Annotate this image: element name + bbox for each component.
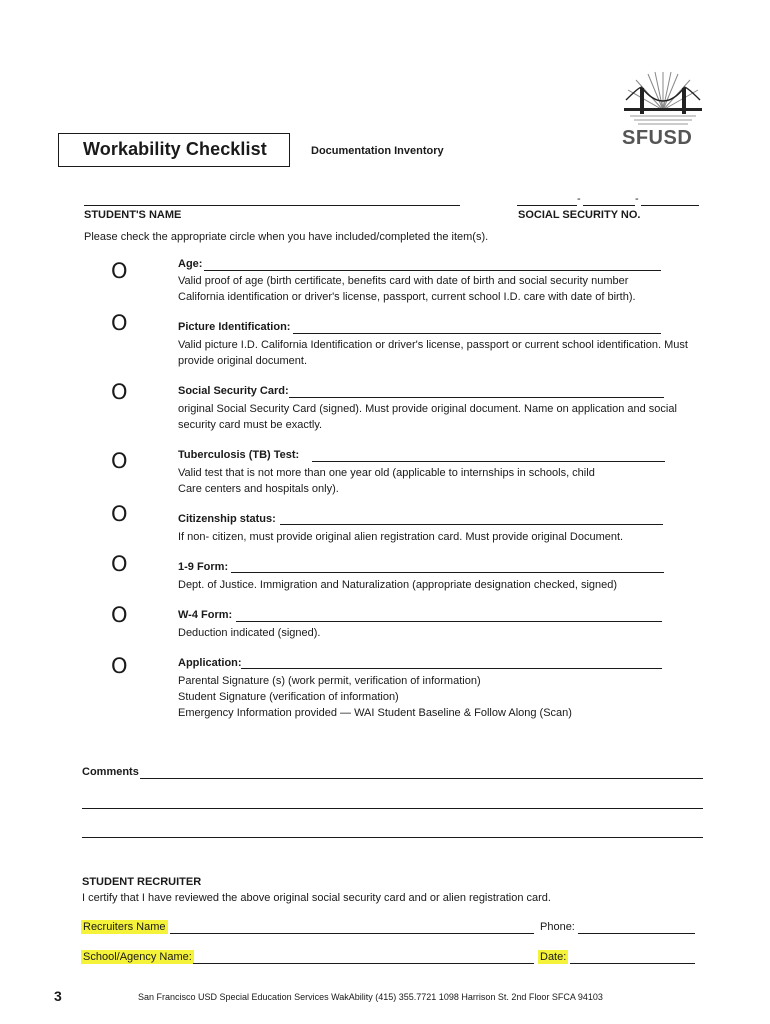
school-agency-line[interactable] bbox=[193, 963, 534, 964]
check-circle-age[interactable]: O bbox=[111, 259, 128, 283]
item-desc-line: California identification or driver's license, passport, current school I.D. care with date of birth). bbox=[178, 291, 636, 303]
item-desc-line: Emergency Information provided — WAI Student Baseline & Follow Along (Scan) bbox=[178, 707, 572, 719]
item-label-citizenship: Citizenship status: bbox=[178, 513, 276, 525]
item-desc-line: Dept. of Justice. Immigration and Naturalization (appropriate designation checked, signed) bbox=[178, 579, 618, 591]
ssn-line-1[interactable] bbox=[517, 205, 577, 206]
item-line-age[interactable] bbox=[204, 270, 661, 271]
comments-line-2[interactable] bbox=[82, 808, 703, 809]
phone-label: Phone: bbox=[540, 921, 575, 933]
comments-label: Comments bbox=[82, 766, 139, 778]
item-line-i9-form[interactable] bbox=[231, 572, 664, 573]
date-label bbox=[538, 951, 568, 963]
item-label-age: Age: bbox=[178, 258, 203, 270]
page-number: 3 bbox=[54, 988, 62, 1004]
ssn-label: SOCIAL SECURITY NO. bbox=[518, 209, 641, 221]
item-desc-line: security card must be exactly. bbox=[178, 419, 323, 431]
item-label-tb-test: Tuberculosis (TB) Test: bbox=[178, 449, 300, 461]
highlight: Date: bbox=[540, 951, 567, 963]
school-agency-label bbox=[81, 951, 194, 963]
item-desc-line: Deduction indicated (signed). bbox=[178, 627, 321, 639]
recruiter-name-line[interactable] bbox=[170, 933, 534, 934]
item-desc-line: Parental Signature (s) (work permit, verification of information) bbox=[178, 675, 481, 687]
student-name-label: STUDENT'S NAME bbox=[84, 209, 182, 221]
instructions: Please check the appropriate circle when you have included/completed the item(s). bbox=[84, 231, 489, 243]
item-desc-line: Valid proof of age (birth certificate, benefits card with date of birth and social security number bbox=[178, 275, 629, 287]
item-desc-line: Student Signature (verification of information) bbox=[178, 691, 399, 703]
item-desc-line: Valid picture I.D. California Identification or driver's license, passport or current school identification. Must bbox=[178, 339, 688, 351]
item-desc-ss-card bbox=[178, 401, 698, 433]
check-circle-i9-form[interactable]: O bbox=[111, 552, 128, 576]
item-desc-i9-form bbox=[178, 577, 698, 593]
recruiter-certify: I certify that I have reviewed the above original social security card and or alien registration card. bbox=[82, 892, 551, 904]
sfusd-logo-text: SFUSD bbox=[622, 127, 693, 149]
item-desc-citizenship bbox=[178, 529, 698, 545]
check-circle-w4-form[interactable]: O bbox=[111, 603, 128, 627]
item-line-citizenship[interactable] bbox=[280, 524, 663, 525]
item-label-application: Application: bbox=[178, 657, 242, 669]
item-label-w4-form: W-4 Form: bbox=[178, 609, 233, 621]
ssn-line-3[interactable] bbox=[641, 205, 699, 206]
item-desc-line: If non- citizen, must provide original alien registration card. Must provide original Document. bbox=[178, 531, 624, 543]
item-line-tb-test[interactable] bbox=[312, 461, 665, 462]
phone-line[interactable] bbox=[578, 933, 695, 934]
check-circle-application[interactable]: O bbox=[111, 654, 128, 678]
page-subtitle: Documentation Inventory bbox=[311, 145, 444, 157]
item-desc-w4-form bbox=[178, 625, 698, 641]
item-desc-line: original Social Security Card (signed). Must provide original document. Name on application and social bbox=[178, 403, 677, 415]
item-desc-application bbox=[178, 673, 698, 721]
item-desc-line: provide original document. bbox=[178, 355, 308, 367]
item-desc-line: Care centers and hospitals only). bbox=[178, 483, 339, 495]
check-circle-ss-card[interactable]: O bbox=[111, 380, 128, 404]
recruiter-title: STUDENT RECRUITER bbox=[82, 876, 202, 888]
item-label-picture-id: Picture Identification: bbox=[178, 321, 291, 333]
item-label-i9-form: 1-9 Form: bbox=[178, 561, 229, 573]
check-circle-tb-test[interactable]: O bbox=[111, 449, 128, 473]
item-line-application[interactable] bbox=[241, 668, 662, 669]
ssn-separator-2: - bbox=[635, 193, 639, 205]
item-desc-line: Valid test that is not more than one year old (applicable to internships in schools, child bbox=[178, 467, 595, 479]
item-desc-age bbox=[178, 273, 698, 305]
date-line[interactable] bbox=[570, 963, 695, 964]
item-line-picture-id[interactable] bbox=[293, 333, 661, 334]
student-name-line[interactable] bbox=[84, 205, 460, 206]
item-line-ss-card[interactable] bbox=[289, 397, 664, 398]
ssn-line-2[interactable] bbox=[583, 205, 635, 206]
item-line-w4-form[interactable] bbox=[236, 621, 662, 622]
highlight: School/Agency Name: bbox=[83, 951, 192, 963]
comments-line-1[interactable] bbox=[140, 778, 703, 779]
item-label-ss-card: Social Security Card: bbox=[178, 385, 289, 397]
recruiter-name-label bbox=[81, 921, 168, 933]
item-desc-picture-id bbox=[178, 337, 698, 369]
ssn-separator-1: - bbox=[577, 193, 581, 205]
comments-line-3[interactable] bbox=[82, 837, 703, 838]
footer-address: San Francisco USD Special Education Services WakAbility (415) 355.7721 1098 Harrison St. 2nd Floor SFCA 94103 bbox=[138, 992, 603, 1002]
check-circle-citizenship[interactable]: O bbox=[111, 502, 128, 526]
item-desc-tb-test bbox=[178, 465, 698, 497]
page-title: Workability Checklist bbox=[83, 139, 267, 159]
highlight: Recruiters Name bbox=[83, 921, 166, 933]
check-circle-picture-id[interactable]: O bbox=[111, 311, 128, 335]
